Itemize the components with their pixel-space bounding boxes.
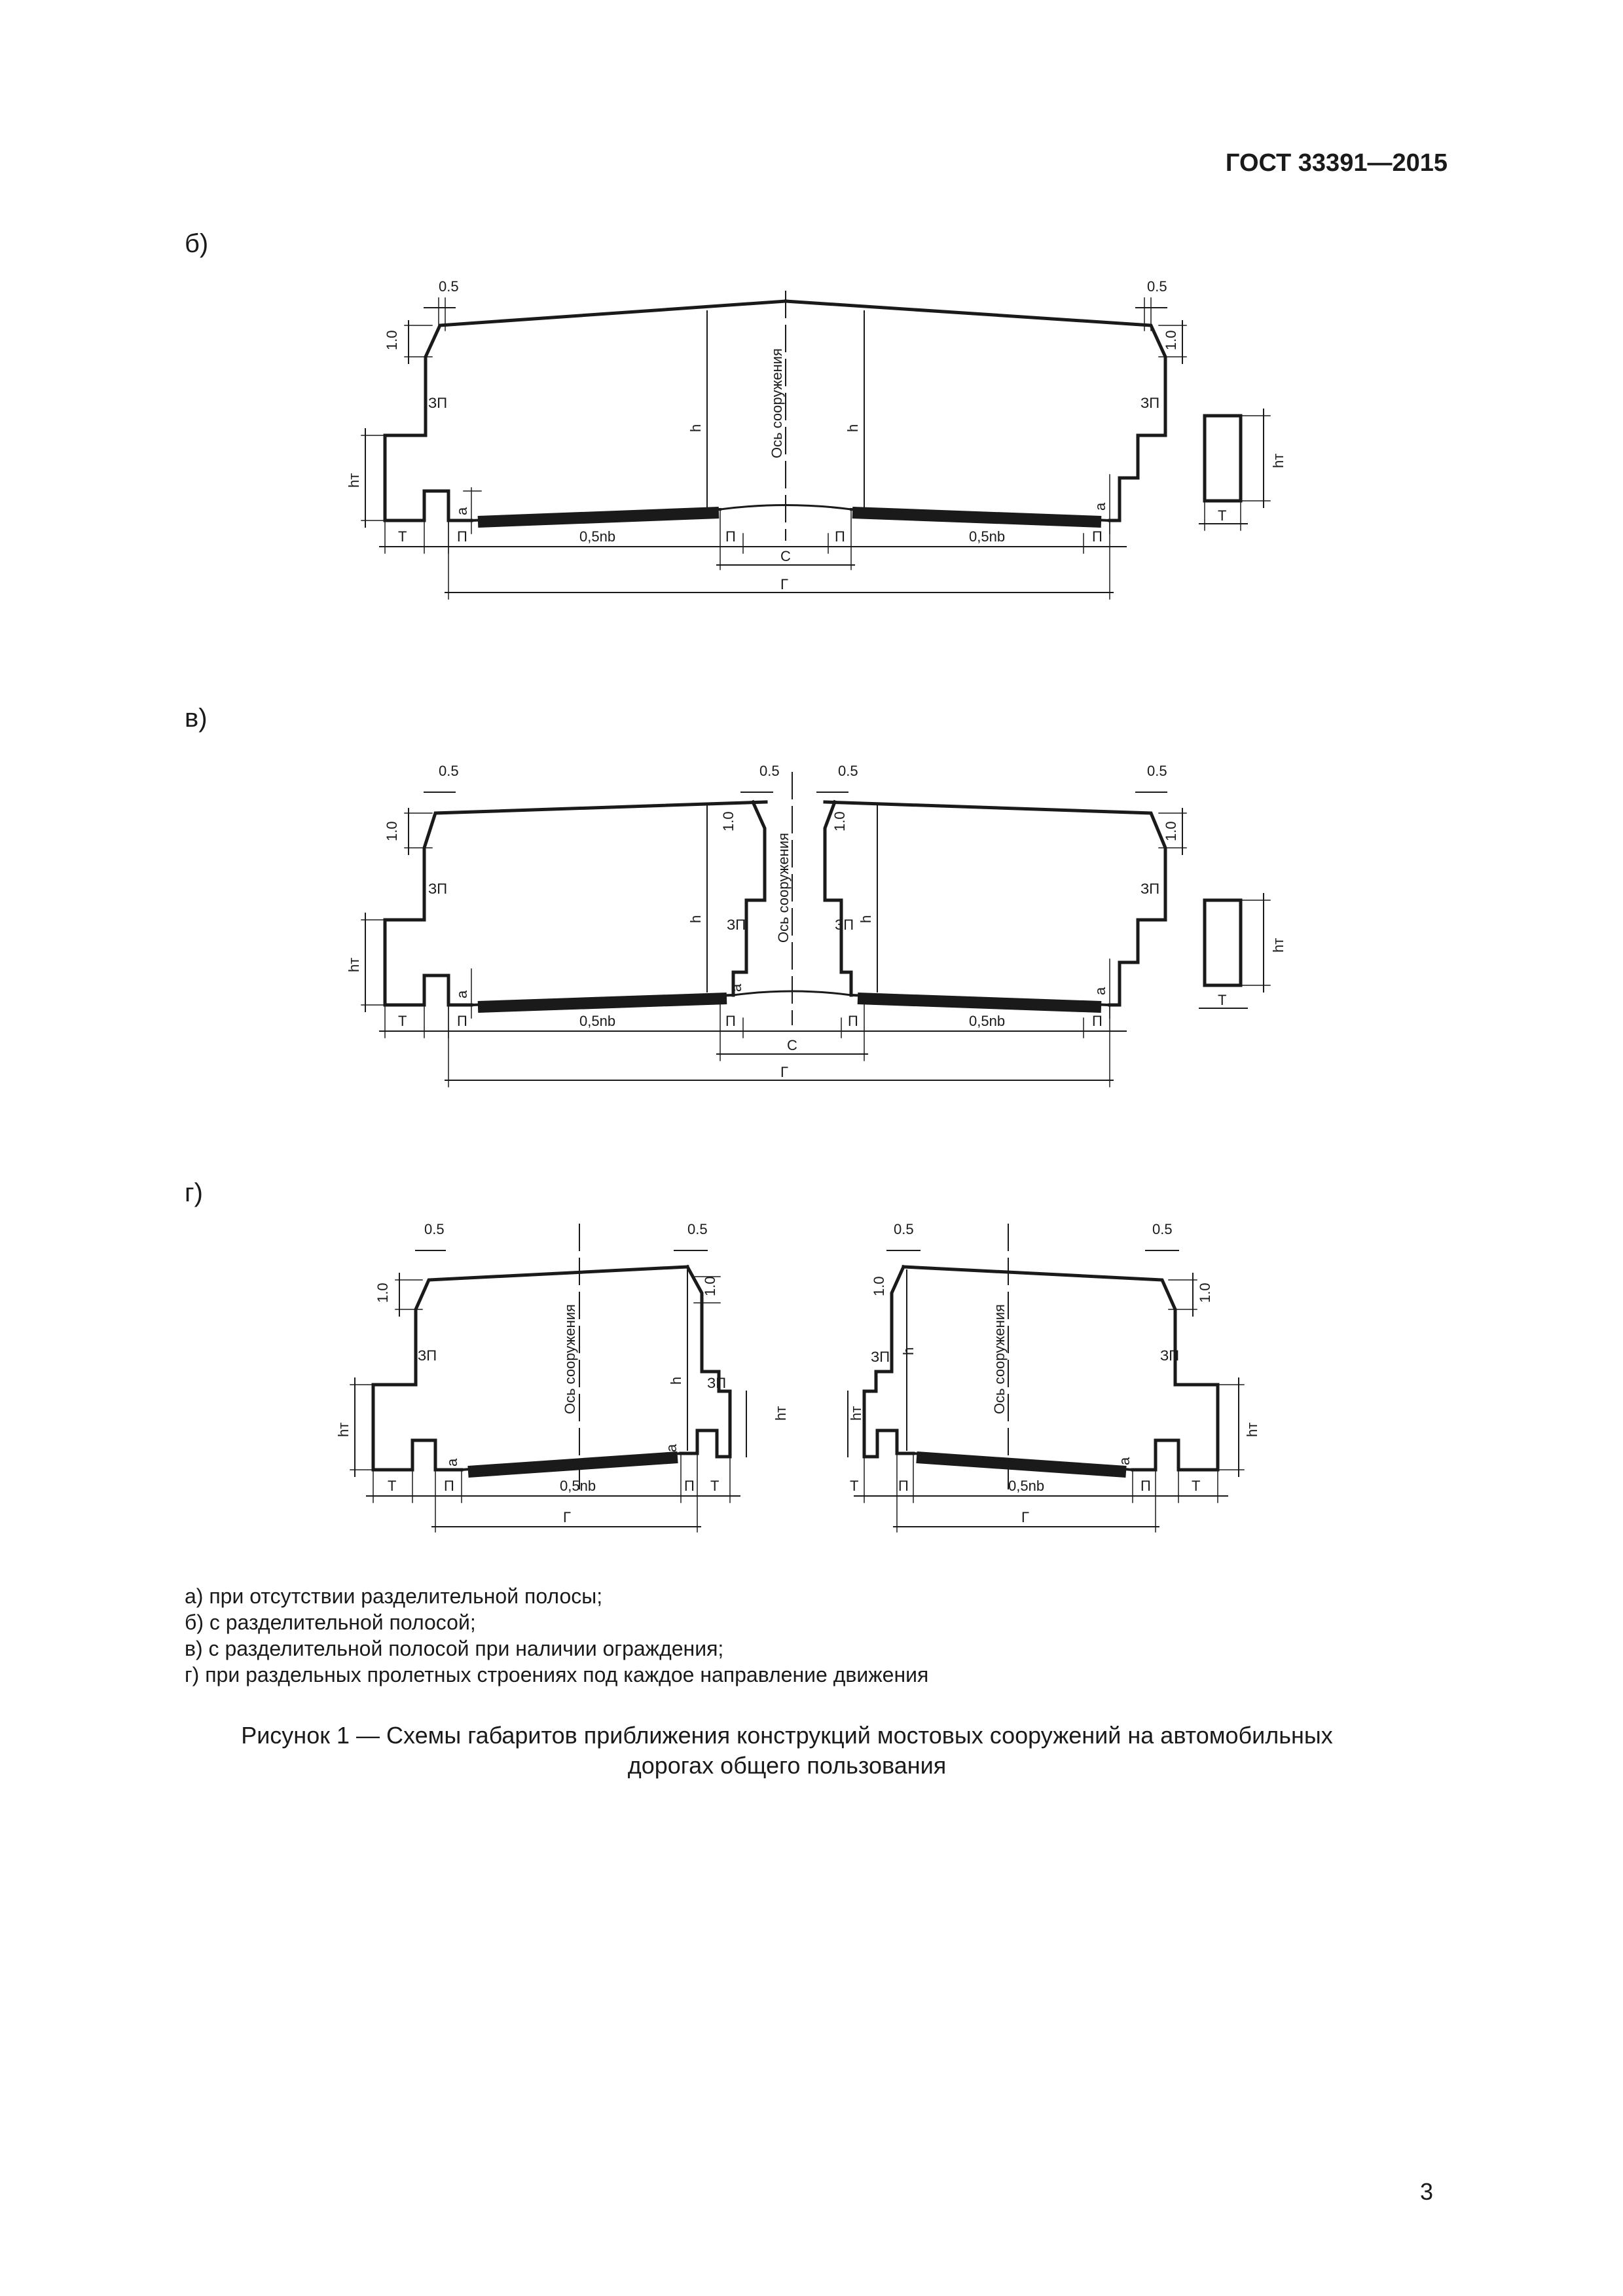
structure-axis-label: Ось сооружения: [775, 833, 792, 943]
dimension-label: ЗП: [1140, 881, 1160, 897]
carriageway-strip-left: [478, 513, 719, 522]
dimension-label: С: [787, 1037, 797, 1053]
carriageway-strip-left: [478, 998, 727, 1007]
dim-chamfer-right: 0.5: [1147, 278, 1167, 295]
dimension-label: П: [1140, 1478, 1151, 1494]
dim-ht-box: hт: [1270, 453, 1286, 468]
dimension-label: h: [858, 915, 874, 923]
carriageway-strip-left-a: [468, 1457, 678, 1472]
dimension-label: hт: [1270, 938, 1286, 953]
dimension-label: П: [898, 1478, 909, 1494]
dimension-label: а: [663, 1444, 680, 1452]
dimension-label: Г: [1021, 1509, 1029, 1525]
dimension-label: 0.5: [894, 1221, 914, 1237]
panel-b-label: б): [185, 229, 209, 258]
dimension-label: а: [454, 990, 470, 998]
dimension-label: П: [1092, 1013, 1103, 1029]
dim-nb-right: 0,5nb: [969, 528, 1006, 545]
clearance-outline-left-a: [373, 1267, 687, 1470]
carriageway-strip-right-a: [917, 1457, 1126, 1472]
dimension-label: 0.5: [1147, 763, 1167, 779]
structure-axis-label-a: Ось сооружения: [562, 1304, 578, 1414]
dim-c: С: [780, 548, 791, 564]
dimension-label: П: [848, 1013, 858, 1029]
dimension-label: Т: [1192, 1478, 1201, 1494]
structure-axis-label-b: Ось сооружения: [991, 1304, 1008, 1414]
vehicle-box: [1205, 900, 1241, 985]
dim-step-right: 1.0: [1163, 330, 1179, 350]
dimension-label: 0.5: [759, 763, 780, 779]
dimension-label: Г: [563, 1509, 571, 1525]
dim-chamfer-left: 0.5: [439, 278, 459, 295]
dimension-label: 1.0: [702, 1276, 718, 1296]
dimension-label: 0,5nb: [969, 1013, 1006, 1029]
structure-axis-label: Ось сооружения: [769, 348, 785, 458]
dimension-label: 1.0: [1163, 821, 1179, 841]
dimension-label: П: [725, 1013, 736, 1029]
dim-t-box: Т: [1218, 507, 1227, 524]
caption-line-2: дорогах общего пользования: [627, 1752, 947, 1779]
dimension-label: а: [444, 1458, 460, 1467]
dimension-label: 0.5: [838, 763, 858, 779]
dimension-label: 0,5nb: [579, 1013, 616, 1029]
dim-zp-right: ЗП: [1140, 395, 1160, 411]
dimension-label: 1.0: [720, 811, 737, 831]
dimension-label: а: [1092, 987, 1108, 995]
clearance-outline-right: [786, 301, 1165, 520]
dimension-label: hт: [346, 957, 362, 972]
clearance-outline-right: [825, 802, 1165, 1005]
dim-p-4: П: [1092, 528, 1103, 545]
dim-p-2: П: [725, 528, 736, 545]
dimension-label: 0.5: [687, 1221, 708, 1237]
dimension-label: Г: [780, 1064, 788, 1080]
dimension-label: 0.5: [1152, 1221, 1173, 1237]
clearance-outline-left: [385, 802, 766, 1005]
dimension-label: h: [687, 915, 704, 923]
dimension-label: а: [728, 983, 744, 992]
dimension-label: hт: [848, 1406, 864, 1421]
dimension-label: 1.0: [384, 821, 400, 841]
dimension-label: hт: [335, 1422, 352, 1437]
dimension-label: h: [668, 1376, 684, 1385]
dimension-label: 0,5nb: [1008, 1478, 1045, 1494]
carriageway-strip-right: [858, 998, 1101, 1007]
dim-zp-left: ЗП: [428, 395, 448, 411]
vehicle-box: [1205, 416, 1241, 501]
dim-step-left: 1.0: [384, 330, 400, 350]
dim-ht-left: hт: [346, 473, 362, 488]
figure-caption: [185, 1721, 1389, 1781]
dim-h-right: h: [845, 424, 861, 432]
dimension-label: ЗП: [835, 917, 854, 933]
figure-b: [340, 259, 1286, 625]
dim-t-left: Т: [398, 528, 407, 545]
dimension-label: ЗП: [1160, 1347, 1180, 1364]
dimension-label: Т: [1218, 992, 1227, 1008]
dimension-label: ЗП: [707, 1375, 727, 1391]
dimension-label: h: [900, 1347, 917, 1355]
caption-line-1: Рисунок 1 — Схемы габаритов приближения конструкций мостовых сооружений на автомобильных: [241, 1722, 1333, 1749]
dim-p-3: П: [835, 528, 845, 545]
dimension-label: 1.0: [871, 1276, 887, 1296]
dimension-label: П: [457, 1013, 467, 1029]
panel-v-label: в): [185, 704, 208, 733]
dimension-label: Т: [850, 1478, 859, 1494]
dimension-label: Т: [388, 1478, 397, 1494]
figure-legend: [185, 1583, 928, 1688]
dim-p-1: П: [457, 528, 467, 545]
dimension-label: ЗП: [418, 1347, 437, 1364]
dimension-label: hт: [1244, 1422, 1260, 1437]
dimension-label: 0.5: [439, 763, 459, 779]
dimension-label: П: [444, 1478, 454, 1494]
dimension-label: 1.0: [374, 1283, 391, 1303]
clearance-outline-right-b: [903, 1267, 1218, 1470]
dimension-label: Т: [710, 1478, 720, 1494]
dim-a-right: а: [1092, 502, 1108, 511]
legend-item-b: б) с разделительной полосой;: [185, 1611, 476, 1634]
dimension-label: ЗП: [727, 917, 746, 933]
dimension-label: 0.5: [424, 1221, 445, 1237]
standard-header: ГОСТ 33391—2015: [1225, 149, 1448, 177]
dimension-label: 1.0: [831, 811, 848, 831]
figure-g: [335, 1205, 1283, 1545]
dimension-label: 0,5nb: [560, 1478, 596, 1494]
median-barrier-left: [733, 802, 765, 995]
dimension-label: ЗП: [871, 1349, 890, 1365]
dimension-label: Т: [398, 1013, 407, 1029]
panel-g-label: г): [185, 1178, 203, 1207]
legend-item-a: а) при отсутствии разделительной полосы;: [185, 1584, 603, 1608]
legend-item-v: в) с разделительной полосой при наличии ограждения;: [185, 1637, 724, 1660]
dimension-label: 1.0: [1197, 1283, 1213, 1303]
legend-item-g: г) при раздельных пролетных строениях под каждое направление движения: [185, 1663, 929, 1686]
dimension-label: hт: [773, 1406, 789, 1421]
dimension-label: а: [1116, 1457, 1133, 1465]
dim-g: Г: [780, 576, 788, 592]
dimension-label: ЗП: [428, 881, 448, 897]
carriageway-strip-right: [852, 513, 1101, 522]
page-number: 3: [1419, 2178, 1433, 2205]
dim-a-left: а: [454, 507, 470, 515]
figure-v: [340, 740, 1286, 1106]
dim-nb-left: 0,5nb: [579, 528, 616, 545]
dim-h-left: h: [687, 424, 704, 432]
dimension-label: П: [684, 1478, 695, 1494]
